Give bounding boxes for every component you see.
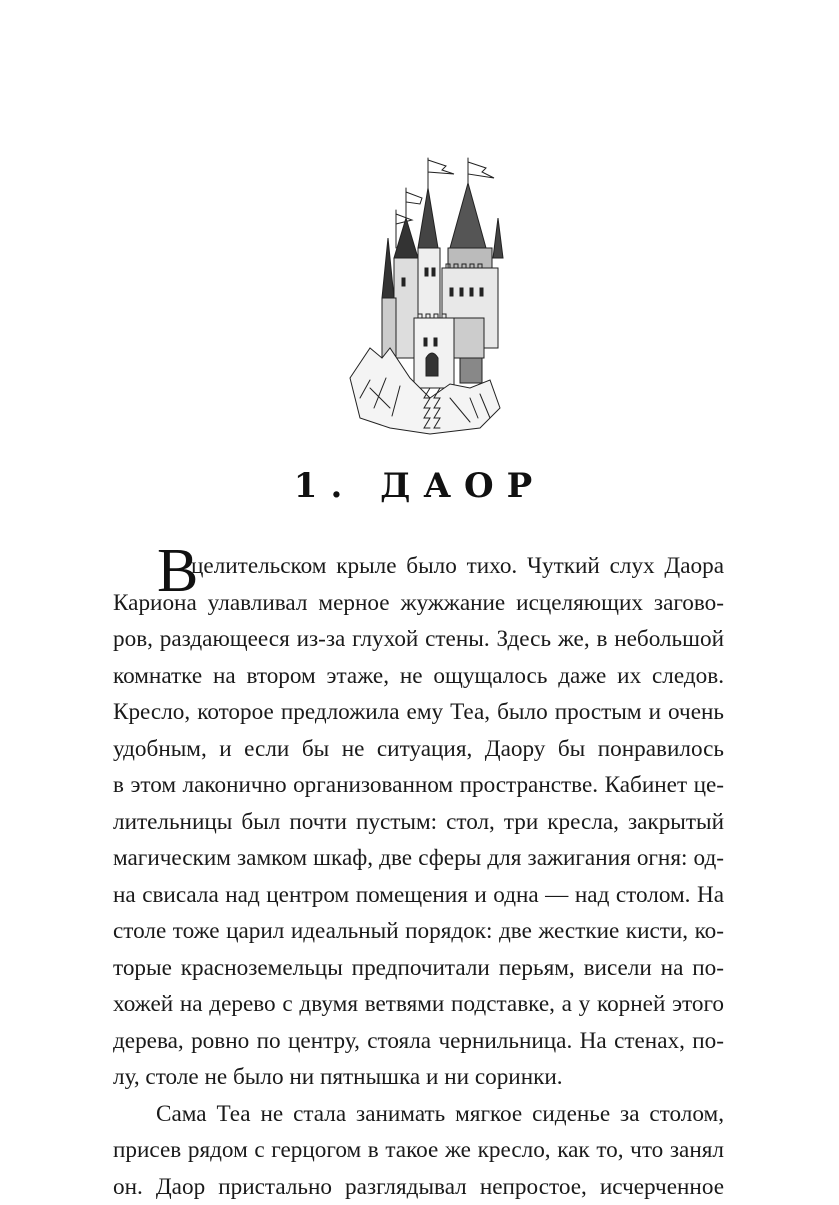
text-line: на свисала над центром помещения и одна — над столом. На	[113, 877, 724, 914]
text-line: комнатке на втором этаже, не ощущалось даже их следов.	[113, 658, 724, 695]
first-line-text: целительском крыле было тихо. Чуткий слух Даора	[157, 553, 724, 579]
text-line: лительницы был почти пустым: стол, три кресла, закрытый	[113, 804, 724, 841]
text-line: присев рядом с герцогом в такое же кресло, как то, что занял	[113, 1132, 724, 1169]
text-line	[113, 548, 724, 585]
chapter-body	[113, 548, 724, 1205]
text-line: Сама Теа не стала занимать мягкое сиденье за столом,	[113, 1096, 724, 1133]
text-line: магическим замком шкаф, две сферы для зажигания огня: од-	[113, 840, 724, 877]
castle-illustration	[330, 148, 510, 436]
drop-cap: В	[157, 540, 198, 602]
text-line: в этом лаконично организованном пространстве. Кабинет це-	[113, 767, 724, 804]
text-line: торые красноземельцы предпочитали перьям, висели на по-	[113, 950, 724, 987]
text-line: ров, раздающееся из-за глухой стены. Здесь же, в небольшой	[113, 621, 724, 658]
text-line: лу, столе не было ни пятнышка и ни соринки.	[113, 1059, 724, 1096]
text-line: удобным, и если бы не ситуация, Даору бы понравилось	[113, 731, 724, 768]
text-line: Кариона улавливал мерное жужжание исцеляющих загово-	[113, 585, 724, 622]
text-line: столе тоже царил идеальный порядок: две жесткие кисти, ко-	[113, 913, 724, 950]
text-line: хожей на дерево с двумя ветвями подставке, а у корней этого	[113, 986, 724, 1023]
text-line: дерева, ровно по центру, стояла чернильница. На стенах, по-	[113, 1023, 724, 1060]
text-line: Кресло, которое предложила ему Теа, было простым и очень	[113, 694, 724, 731]
chapter-title: 1. ДАОР	[0, 466, 839, 506]
text-line: он. Даор пристально разглядывал непростое, исчерченное	[113, 1169, 724, 1205]
